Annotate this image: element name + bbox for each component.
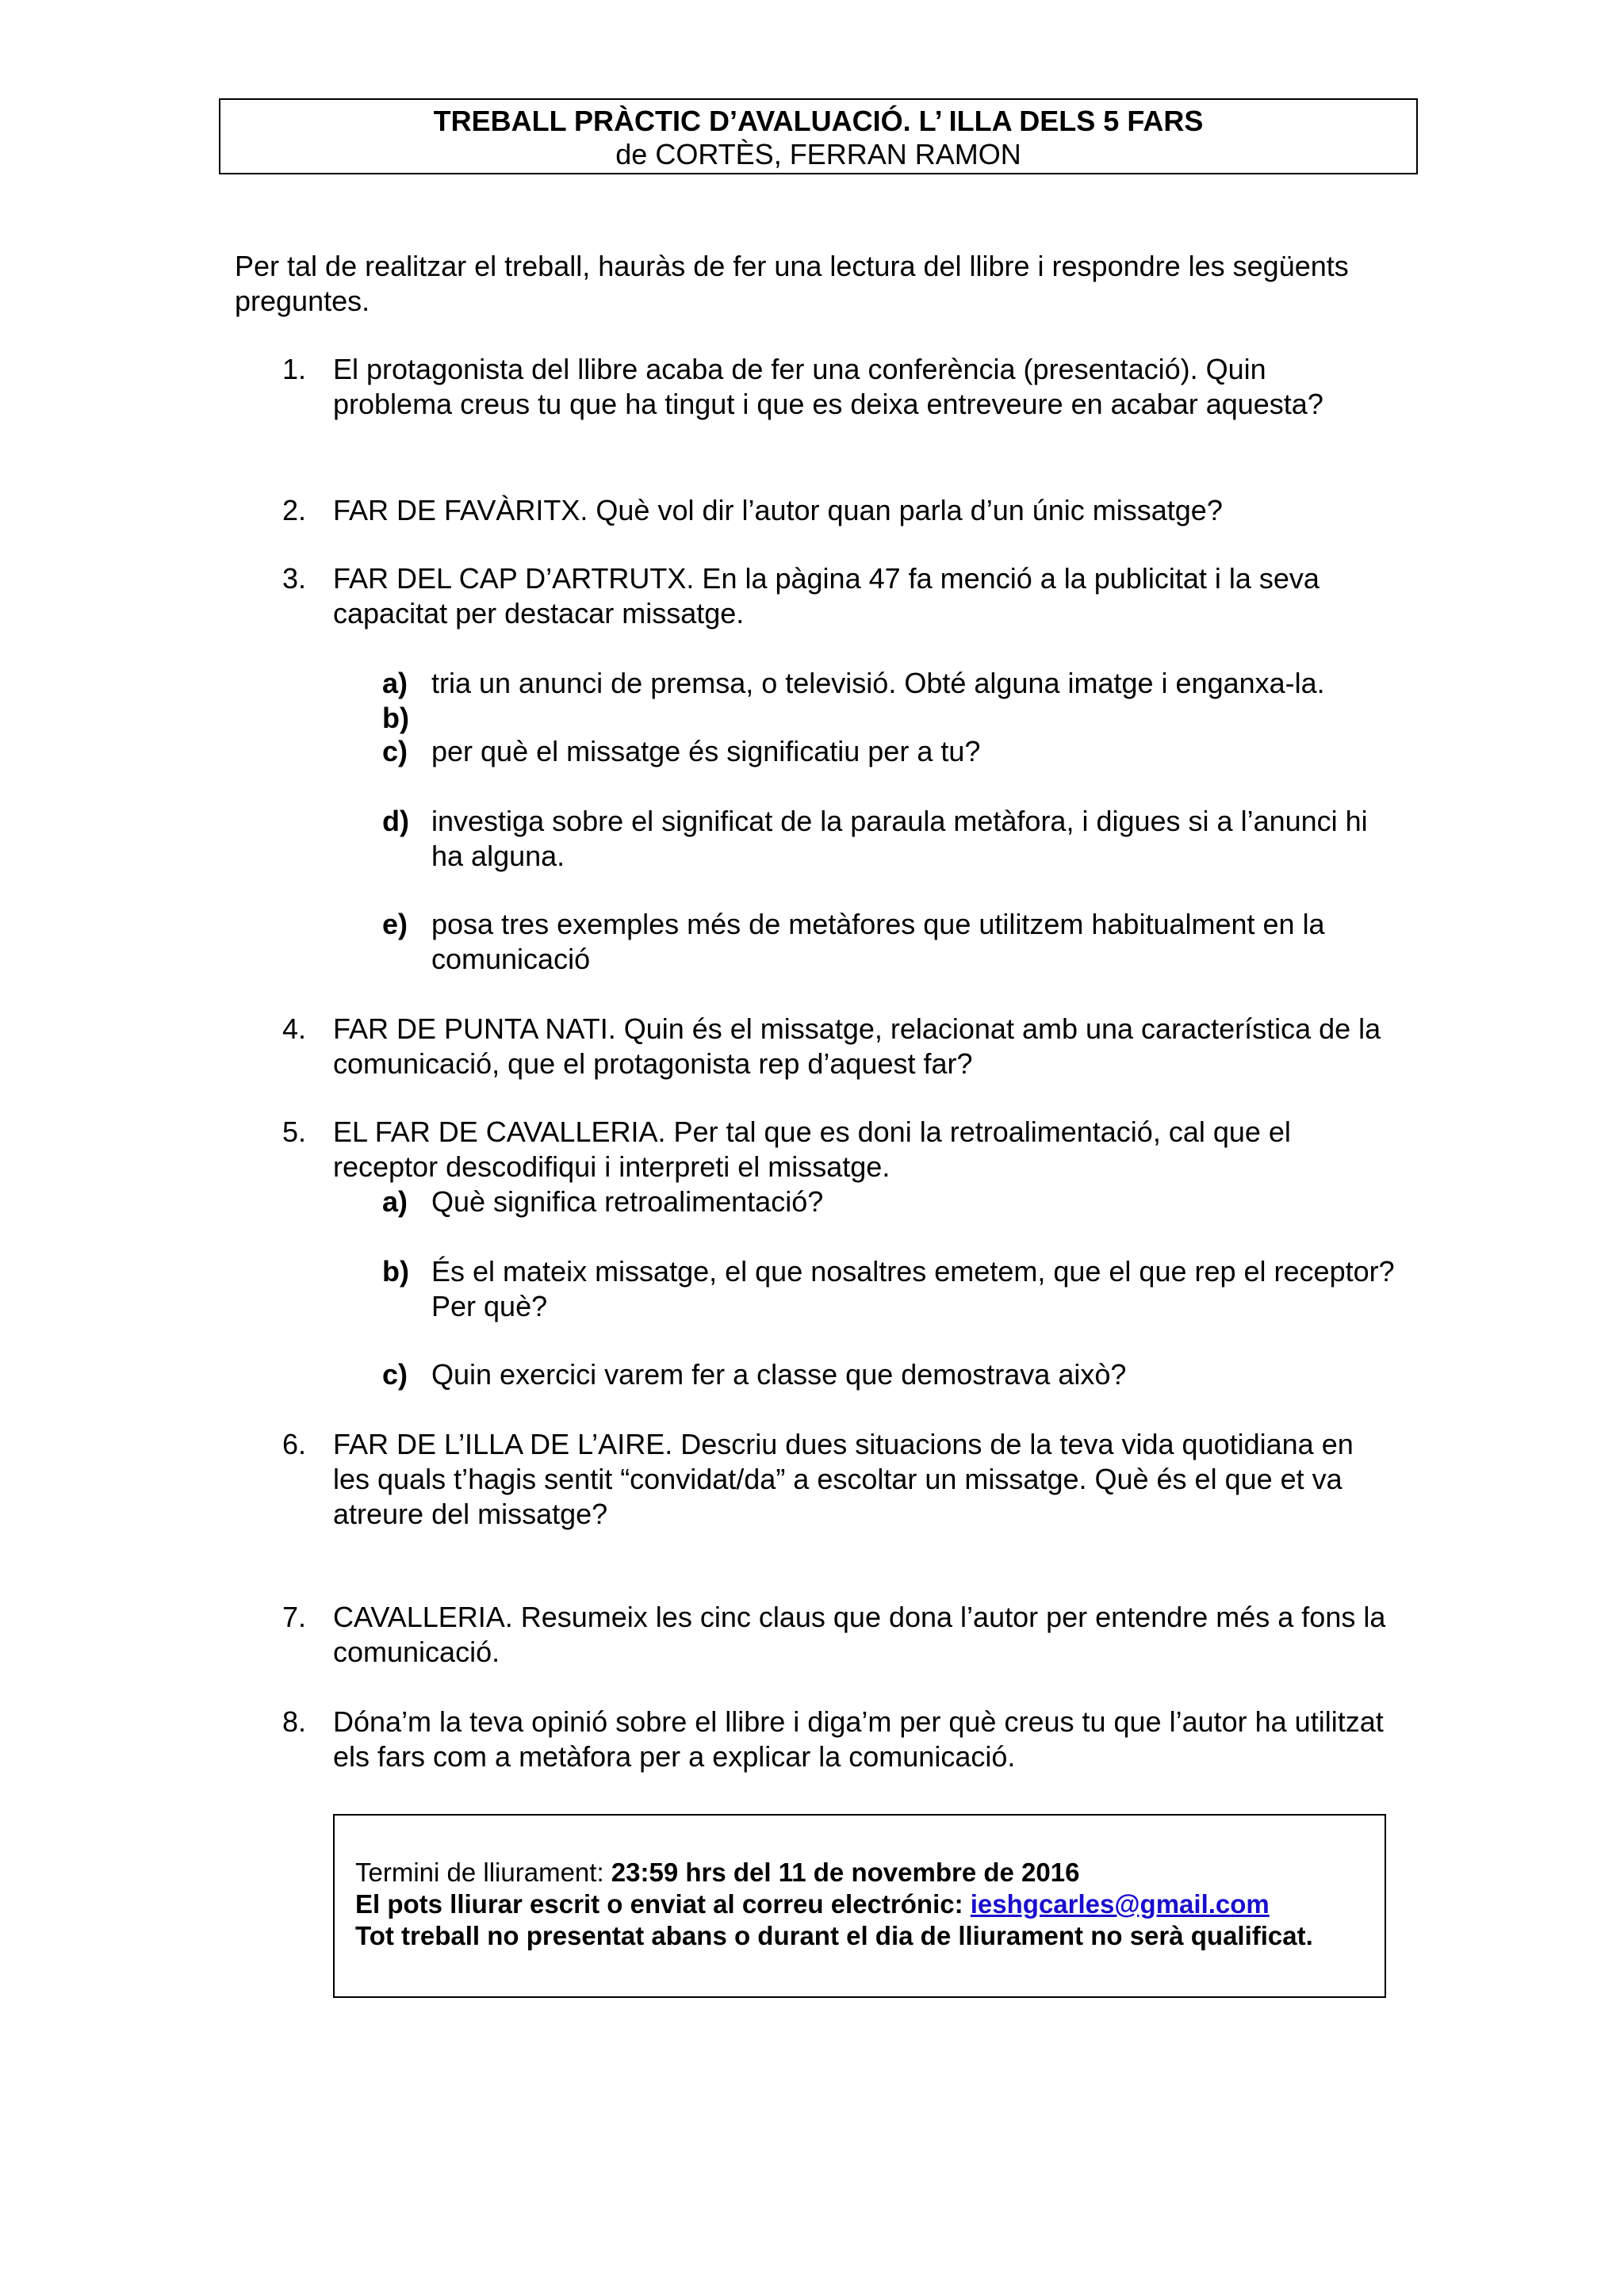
- deadline-warning: Tot treball no presentat abans o durant el dia de lliurament no serà qualificat.: [355, 1921, 1313, 1950]
- sub-question-text: investiga sobre el significat de la paraula metàfora, i digues si a l’anunci hi ha alguna.: [431, 805, 1368, 872]
- email-link[interactable]: ieshgcarles@gmail.com: [970, 1889, 1270, 1919]
- question-number: 3.: [282, 562, 307, 595]
- sub-question-letter: b): [382, 702, 409, 734]
- question-text: FAR DE L’ILLA DE L’AIRE. Descriu dues situacions de la teva vida quotidiana en les quals t’hagis sentit “convidat/da” a escoltar un missatge. Què és el que et va atreure del missatge?: [333, 1428, 1354, 1530]
- delivery-line: [355, 1888, 1385, 1920]
- question-number: 8.: [282, 1705, 307, 1738]
- sub-question-letter: d): [382, 805, 409, 837]
- sub-question-letter: e): [382, 908, 408, 940]
- question-text: EL FAR DE CAVALLERIA. Per tal que es doni la retroalimentació, cal que el receptor descodifiqui i interpreti el missatge.: [333, 1115, 1291, 1183]
- sub-question-text: per què el missatge és significatiu per a tu?: [431, 735, 981, 767]
- question-number: 6.: [282, 1428, 307, 1460]
- question-number: 2.: [282, 494, 307, 526]
- document-title: TREBALL PRÀCTIC D’AVALUACIÓ. L’ ILLA DELS 5 FARS: [433, 105, 1204, 137]
- sub-question-letter: a): [382, 667, 408, 699]
- intro-paragraph: Per tal de realitzar el treball, hauràs de fer una lectura del llibre i respondre les següents preguntes.: [235, 250, 1349, 317]
- sub-question-letter: c): [382, 1358, 408, 1391]
- sub-question-text: Què significa retroalimentació?: [431, 1185, 824, 1218]
- question-text: FAR DE PUNTA NATI. Quin és el missatge, relacionat amb una característica de la comunicació, que el protagonista rep d’aquest far?: [333, 1012, 1381, 1080]
- question-text: CAVALLERIA. Resumeix les cinc claus que dona l’autor per entendre més a fons la comunicació.: [333, 1601, 1386, 1668]
- question-number: 7.: [282, 1601, 307, 1633]
- sub-question-letter: b): [382, 1255, 409, 1288]
- deadline-line: [355, 1857, 1385, 1888]
- sub-question-text: tria un anunci de premsa, o televisió. Obté alguna imatge i enganxa-la.: [431, 667, 1325, 699]
- sub-question-letter: a): [382, 1185, 408, 1218]
- sub-question-text: Quin exercici varem fer a classe que demostrava això?: [431, 1358, 1127, 1391]
- delivery-text: El pots lliurar escrit o enviat al correu electrónic:: [355, 1889, 971, 1919]
- question-text: FAR DEL CAP D’ARTRUTX. En la pàgina 47 fa menció a la publicitat i la seva capacitat per destacar missatge.: [333, 562, 1320, 629]
- sub-question-letter: c): [382, 735, 408, 767]
- sub-question-text: És el mateix missatge, el que nosaltres emetem, que el que rep el receptor? Per què?: [431, 1255, 1395, 1322]
- question-text: El protagonista del llibre acaba de fer una conferència (presentació). Quin problema creus tu que ha tingut i que es deixa entreveure en acabar aquesta?: [333, 353, 1323, 420]
- question-number: 1.: [282, 353, 307, 385]
- deadline-label: Termini de lliurament:: [355, 1858, 611, 1887]
- sub-question-text: posa tres exemples més de metàfores que utilitzem habitualment en la comunicació: [431, 908, 1325, 975]
- question-number: 4.: [282, 1012, 307, 1045]
- document-author: de CORTÈS, FERRAN RAMON: [615, 138, 1021, 170]
- question-text: FAR DE FAVÀRITX. Què vol dir l’autor quan parla d’un únic missatge?: [333, 494, 1223, 526]
- title-box: [219, 98, 1418, 174]
- deadline-box: [333, 1814, 1386, 1998]
- question-text: Dóna’m la teva opinió sobre el llibre i diga’m per què creus tu que l’autor ha utilitzat els fars com a metàfora per a explicar la comunicació.: [333, 1705, 1384, 1773]
- question-number: 5.: [282, 1115, 307, 1148]
- deadline-date: 23:59 hrs del 11 de novembre de 2016: [611, 1858, 1080, 1887]
